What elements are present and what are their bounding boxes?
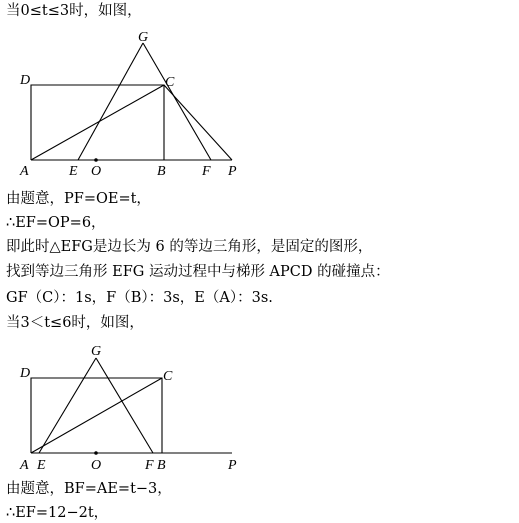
figure-1 [0, 26, 519, 181]
text-line-2: 由题意，PF=OE=t， [6, 191, 151, 207]
text-line-9: ∴EF=12−2t， [6, 505, 109, 521]
label-a: A [20, 458, 29, 473]
text-line-6: GF（C）：1s，F（B）：3s，E（A）：3s. [6, 290, 273, 306]
diagonal-ac [31, 85, 164, 160]
label-g: G [91, 344, 102, 359]
text-line-3: ∴EF=OP=6， [6, 215, 106, 231]
label-o: O [91, 164, 102, 179]
segment-eg [39, 358, 96, 453]
label-p: P [228, 458, 237, 473]
text-line-7: 当3＜t≤6时，如图， [6, 315, 144, 331]
label-e: E [37, 458, 46, 473]
point-o [94, 451, 98, 455]
label-b: B [157, 164, 166, 179]
text-line-8: 由题意，BF=AE=t−3， [6, 481, 172, 497]
label-d: D [20, 366, 31, 381]
label-a: A [20, 164, 29, 179]
label-o: O [91, 458, 102, 473]
label-e: E [69, 164, 78, 179]
text-line-5: 找到等边三角形 EFG 运动过程中与梯形 APCD 的碰撞点： [6, 264, 390, 280]
point-o [94, 158, 98, 162]
text-line-1: 当0≤t≤3时，如图， [6, 3, 142, 19]
label-f: F [202, 164, 211, 179]
segment-gf [96, 358, 153, 453]
segment-eg [78, 43, 143, 160]
label-p: P [228, 164, 237, 179]
label-g: G [138, 30, 149, 45]
label-f: F [145, 458, 154, 473]
label-c: C [165, 75, 175, 90]
label-b: B [157, 458, 166, 473]
segment-gf [143, 43, 211, 160]
segment-cp [164, 85, 232, 160]
figure-2 [0, 338, 519, 473]
label-d: D [20, 73, 31, 88]
diagonal-ac [31, 378, 162, 453]
label-c: C [163, 369, 173, 384]
text-line-4: 即此时△EFG是边长为 6 的等边三角形，是固定的图形， [6, 239, 373, 255]
